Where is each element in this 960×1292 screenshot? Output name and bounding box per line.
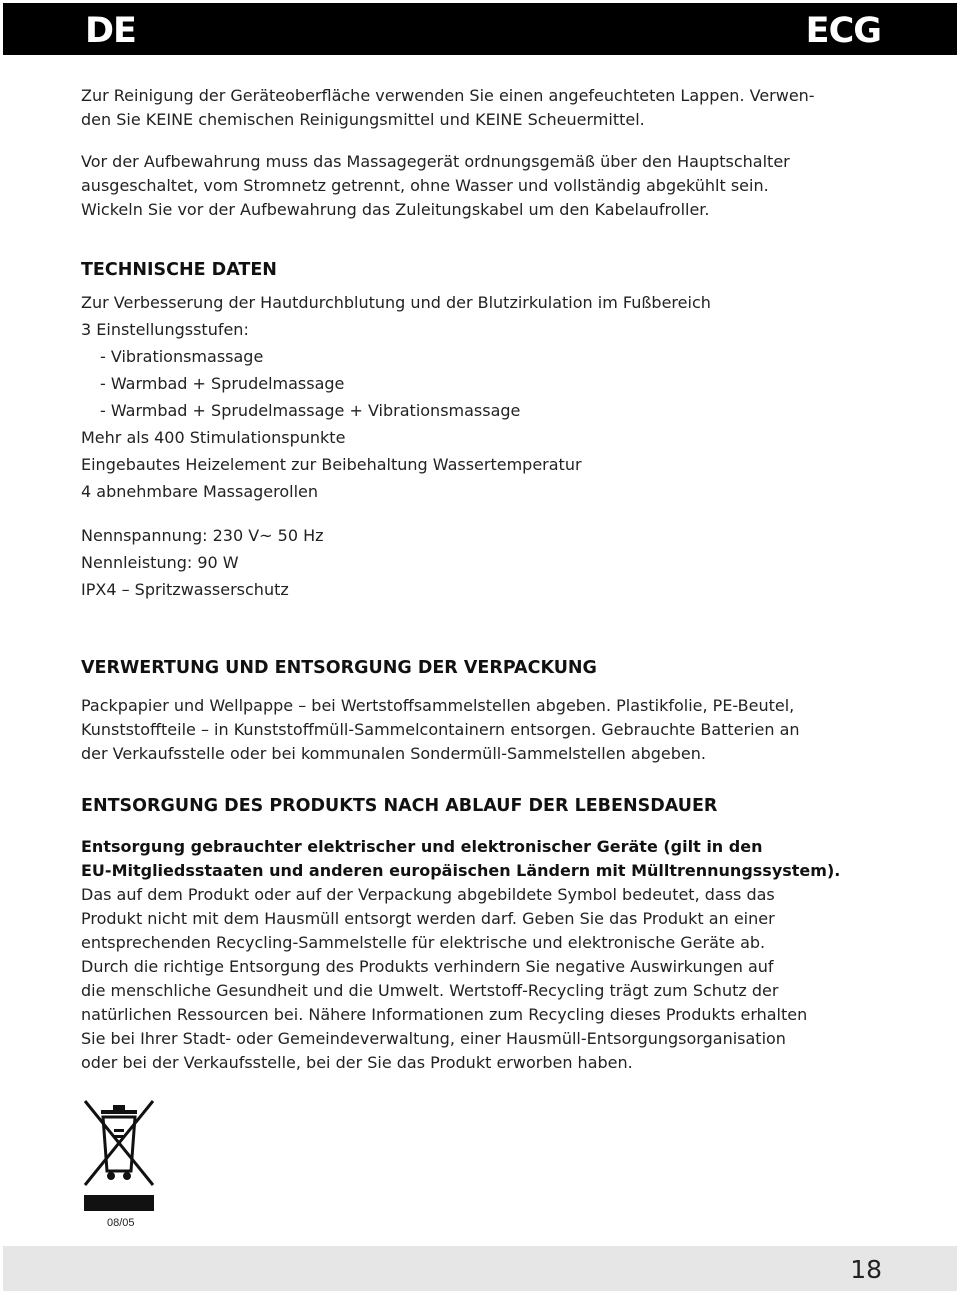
list-item: 3 Einstellungsstufen: — [81, 320, 249, 339]
cleaning-paragraph-2 — [81, 150, 881, 222]
text-line: oder bei der Verkaufsstelle, bei der Sie das Produkt erworben haben. — [81, 1053, 633, 1072]
text-line: Packpapier und Wellpappe – bei Wertstoffsammelstellen abgeben. Plastikfolie, PE-Beutel, — [81, 696, 795, 715]
text-line: Sie bei Ihrer Stadt- oder Gemeindeverwaltung, einer Hausmüll-Entsorgungsorganisation — [81, 1029, 786, 1048]
footer-bar — [3, 1246, 957, 1291]
text-line: Kunststoffteile – in Kunststoffmüll-Sammelcontainern entsorgen. Gebrauchte Batterien an — [81, 720, 800, 739]
text-line: den Sie KEINE chemischen Reinigungsmittel und KEINE Scheuermittel. — [81, 110, 645, 129]
list-item: Mehr als 400 Stimulationspunkte — [81, 428, 346, 447]
text-line: die menschliche Gesundheit und die Umwelt. Wertstoff-Recycling trägt zum Schutz der — [81, 981, 779, 1000]
packaging-heading: VERWERTUNG UND ENTSORGUNG DER VERPACKUNG — [81, 658, 597, 678]
text-line: Produkt nicht mit dem Hausmüll entsorgt werden darf. Geben Sie das Produkt an einer — [81, 909, 775, 928]
date-code: 08/05 — [107, 1217, 135, 1229]
cleaning-paragraph-1 — [81, 84, 881, 132]
text-line: natürlichen Ressourcen bei. Nähere Informationen zum Recycling dieses Produkts erhalten — [81, 1005, 808, 1024]
language-label: DE — [85, 11, 136, 51]
page-number: 18 — [850, 1255, 882, 1284]
bold-line: Entsorgung gebrauchter elektrischer und elektronischer Geräte (gilt in den — [81, 837, 763, 856]
tech-data-list — [81, 289, 711, 505]
text-line: der Verkaufsstelle oder bei kommunalen Sondermüll-Sammelstellen abgeben. — [81, 744, 706, 763]
tech-specs-list — [81, 522, 324, 603]
list-item: 4 abnehmbare Massagerollen — [81, 482, 319, 501]
list-item: Eingebautes Heizelement zur Beibehaltung Wassertemperatur — [81, 455, 582, 474]
bold-line: EU-Mitgliedsstaaten und anderen europäischen Ländern mit Mülltrennungssystem). — [81, 861, 841, 880]
header-bar — [3, 3, 957, 55]
list-item: - Vibrationsmassage — [100, 347, 264, 366]
spec-item: Nennspannung: 230 V~ 50 Hz — [81, 526, 324, 545]
brand-logo: ECG — [805, 11, 881, 51]
disposal-heading: ENTSORGUNG DES PRODUKTS NACH ABLAUF DER LEBENSDAUER — [81, 796, 718, 816]
text-line: Vor der Aufbewahrung muss das Massagegerät ordnungsgemäß über den Hauptschalter — [81, 152, 790, 171]
text-line: ausgeschaltet, vom Stromnetz getrennt, ohne Wasser und vollständig abgekühlt sein. — [81, 176, 769, 195]
crossed-out-wheelie-bin-icon — [81, 1097, 157, 1213]
text-line: Das auf dem Produkt oder auf der Verpackung abgebildete Symbol bedeutet, dass das — [81, 885, 775, 904]
packaging-paragraph — [81, 694, 881, 766]
text-line: Wickeln Sie vor der Aufbewahrung das Zuleitungskabel um den Kabelaufroller. — [81, 200, 710, 219]
spec-item: Nennleistung: 90 W — [81, 553, 239, 572]
disposal-paragraph — [81, 835, 881, 1075]
text-line: Zur Reinigung der Geräteoberfläche verwenden Sie einen angefeuchteten Lappen. Verwen- — [81, 86, 815, 105]
text-line: entsprechenden Recycling-Sammelstelle für elektrische und elektronische Geräte ab. — [81, 933, 766, 952]
list-item: - Warmbad + Sprudelmassage — [100, 374, 345, 393]
spec-item: IPX4 – Spritzwasserschutz — [81, 580, 289, 599]
list-item: Zur Verbesserung der Hautdurchblutung und der Blutzirkulation im Fußbereich — [81, 293, 711, 312]
tech-data-heading: TECHNISCHE DATEN — [81, 260, 277, 280]
text-line: Durch die richtige Entsorgung des Produkts verhindern Sie negative Auswirkungen auf — [81, 957, 774, 976]
list-item: - Warmbad + Sprudelmassage + Vibrationsmassage — [100, 401, 521, 420]
